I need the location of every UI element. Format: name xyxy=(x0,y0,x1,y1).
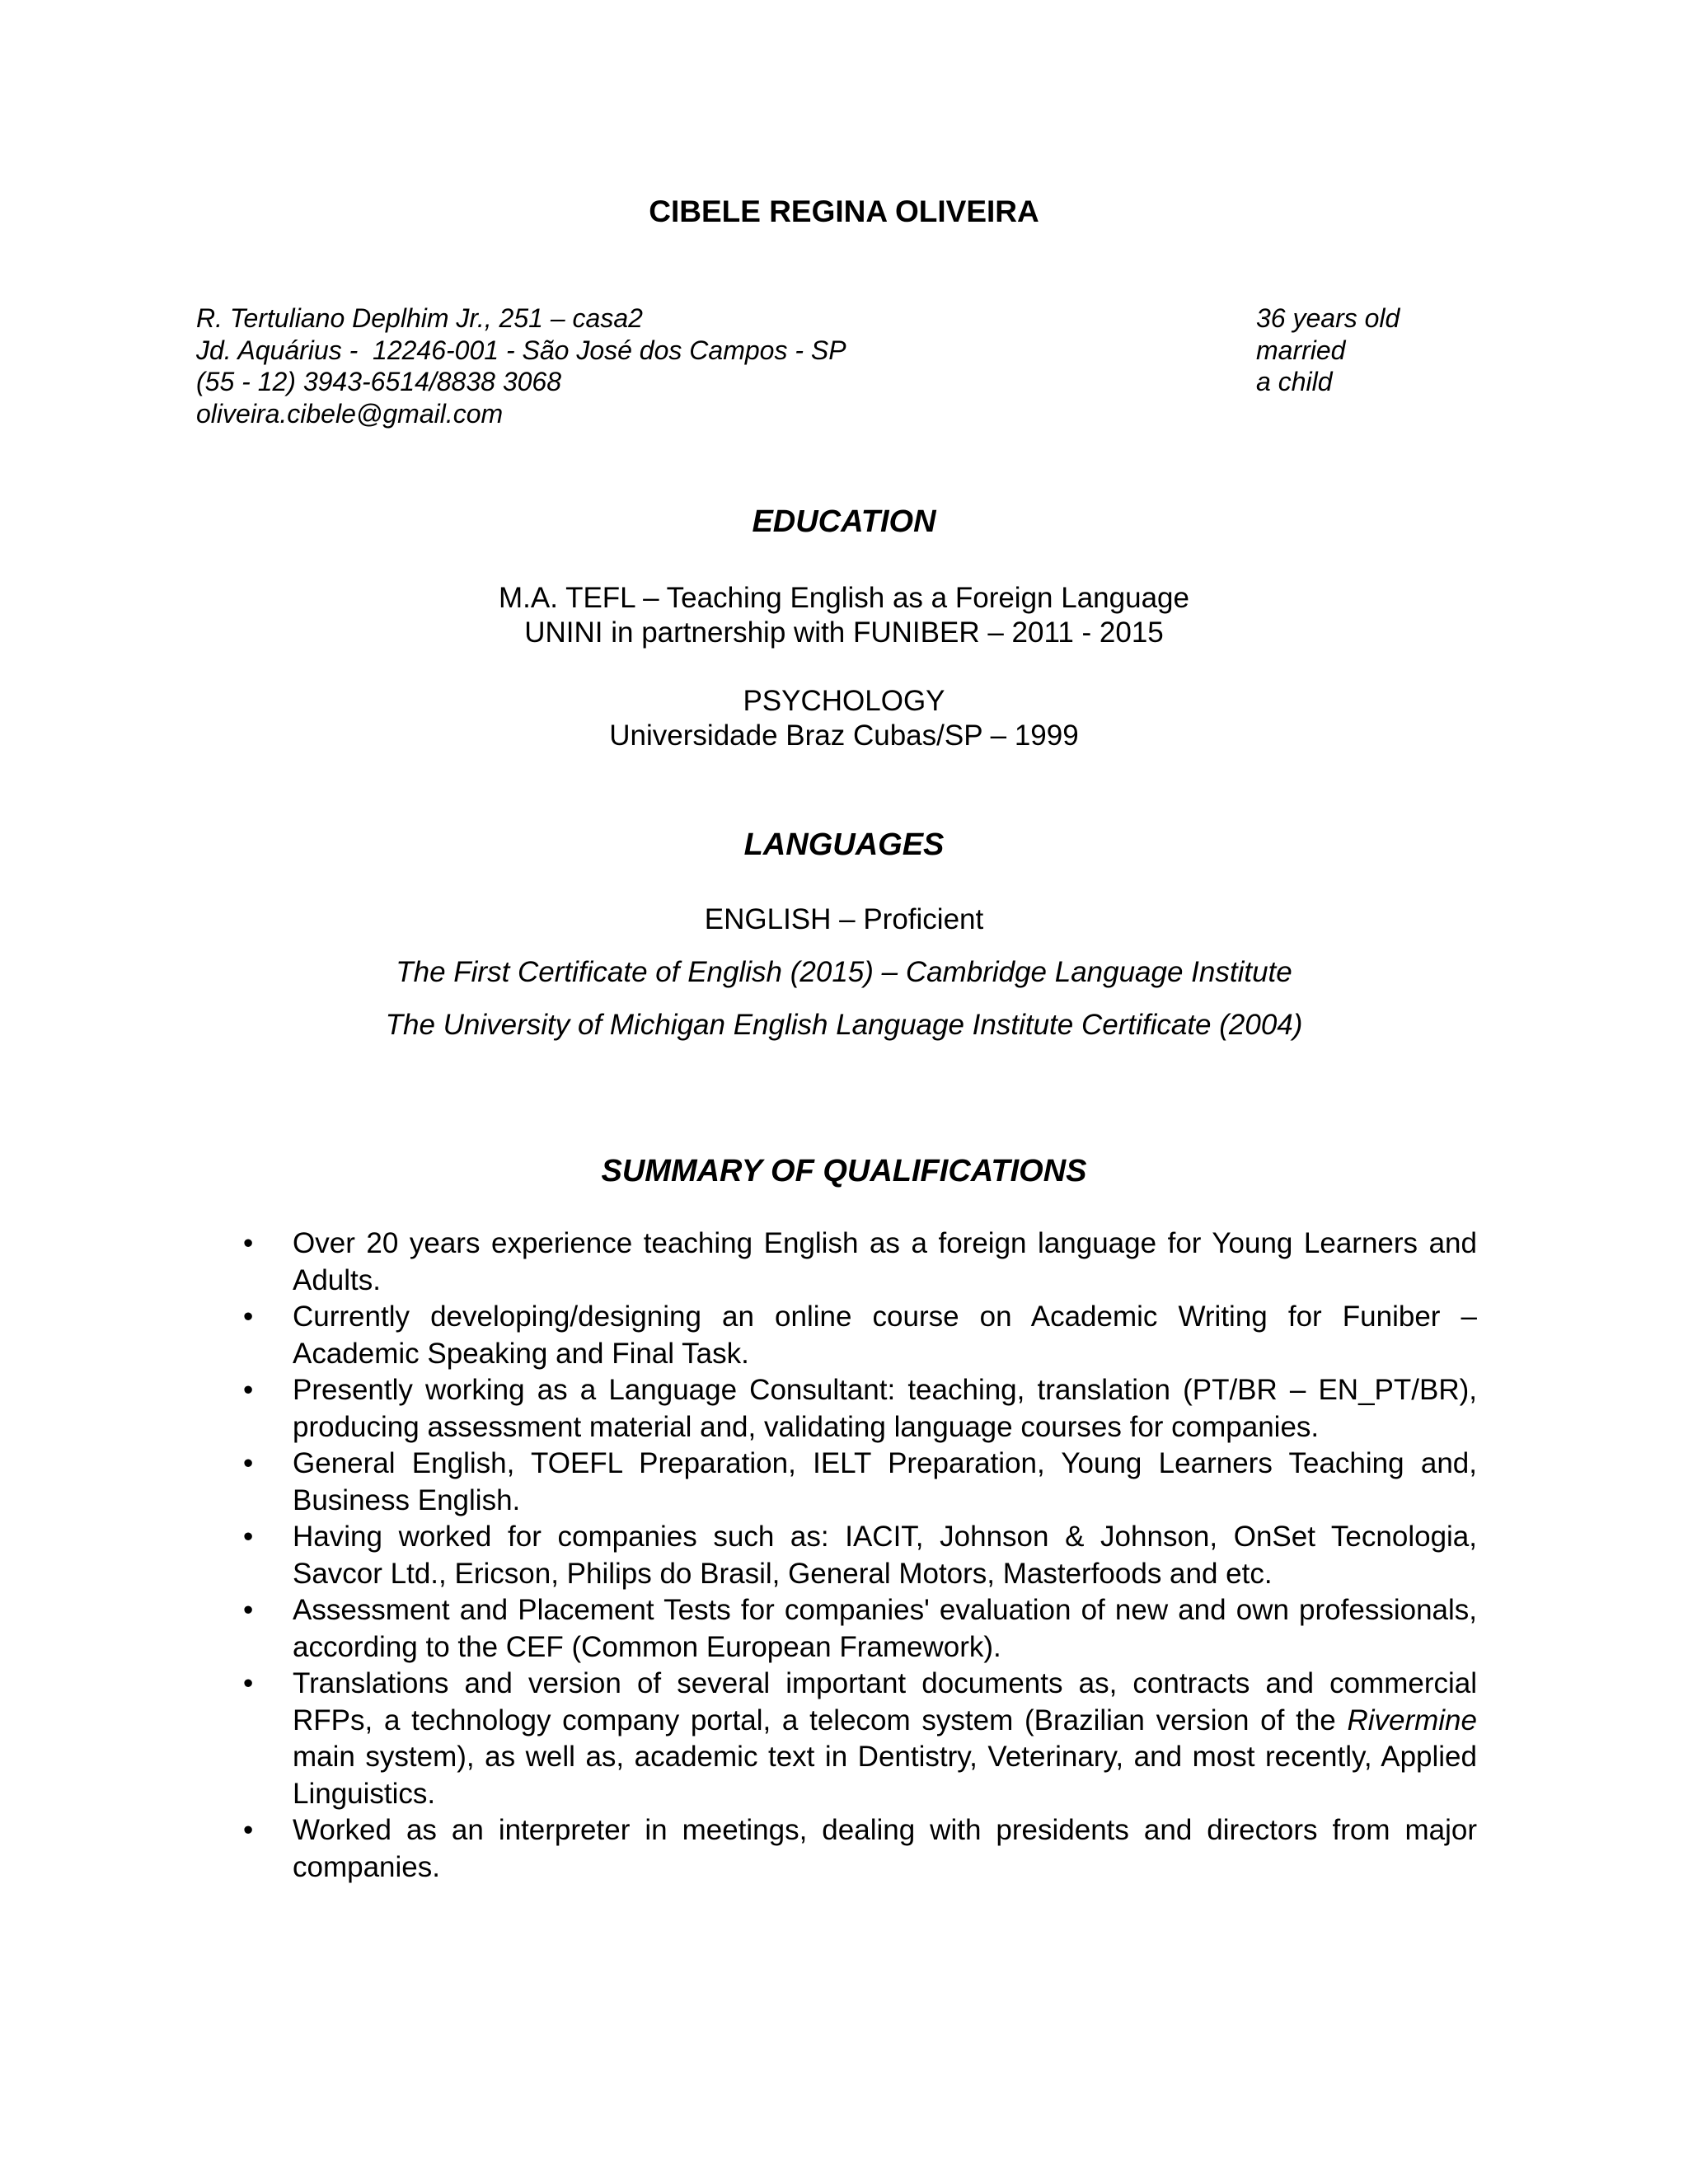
education-institution: Universidade Braz Cubas/SP – 1999 xyxy=(609,719,1079,752)
email-address: oliveira.cibele@gmail.com xyxy=(196,398,504,429)
list-item-text: Assessment and Placement Tests for companies' evaluation of new and own professionals, according to the CEF (Common European Framework). xyxy=(293,1594,1477,1663)
education-degree: PSYCHOLOGY xyxy=(743,685,945,717)
list-item xyxy=(243,1666,1477,1812)
education-heading: EDUCATION xyxy=(752,504,936,539)
qualifications-heading: SUMMARY OF QUALIFICATIONS xyxy=(601,1154,1087,1188)
education-entry xyxy=(0,581,1688,650)
phone-number: (55 - 12) 3943-6514/8838 3068 xyxy=(196,367,562,396)
bullet-icon: • xyxy=(243,1814,254,1846)
address-line-1: R. Tertuliano Deplhim Jr., 251 – casa2 xyxy=(196,303,643,333)
certificate: The First Certificate of English (2015) – Cambridge Language Institute xyxy=(396,956,1292,988)
certificate: The University of Michigan English Language Institute Certificate (2004) xyxy=(385,1009,1303,1041)
bullet-icon: • xyxy=(243,1447,254,1479)
bullet-icon: • xyxy=(243,1374,254,1406)
list-item-text: Having worked for companies such as: IACIT, Johnson & Johnson, OnSet Tecnologia, Savcor Ltd., Ericson, Philips do Brasil, General Motors, Masterfoods and etc. xyxy=(293,1521,1477,1590)
age: 36 years old xyxy=(1256,303,1400,333)
bullet-icon: • xyxy=(243,1521,254,1553)
education-degree: M.A. TEFL – Teaching English as a Foreign Language xyxy=(499,582,1189,614)
list-item xyxy=(243,1812,1477,1886)
list-item xyxy=(243,1372,1477,1446)
list-item-text: Worked as an interpreter in meetings, dealing with presidents and directors from major companies. xyxy=(293,1814,1477,1883)
list-item-text: General English, TOEFL Preparation, IELT Preparation, Young Learners Teaching and, Business English. xyxy=(293,1447,1477,1516)
list-item xyxy=(243,1519,1477,1592)
list-item-text-end: main system), as well as, academic text in Dentistry, Veterinary, and most recently, Applied Linguistics. xyxy=(293,1741,1477,1810)
bullet-icon: • xyxy=(243,1301,254,1333)
education-institution: UNINI in partnership with FUNIBER – 2011 - 2015 xyxy=(524,616,1164,649)
list-item-text-start: Translations and version of several important documents as, contracts and commercial RFPs, a technology company portal, a telecom system (Brazilian version of the xyxy=(293,1667,1477,1736)
list-item-text: Over 20 years experience teaching English as a foreign language for Young Learners and Adults. xyxy=(293,1227,1477,1296)
bullet-icon: • xyxy=(243,1667,254,1699)
list-item xyxy=(243,1592,1477,1666)
list-item xyxy=(243,1299,1477,1372)
contact-info xyxy=(196,302,846,429)
children: a child xyxy=(1256,367,1333,396)
language-proficiency: ENGLISH – Proficient xyxy=(704,903,984,935)
personal-info xyxy=(1256,302,1400,398)
languages-heading: LANGUAGES xyxy=(743,827,945,862)
marital-status: married xyxy=(1256,335,1346,365)
qualifications-list xyxy=(243,1226,1477,1886)
education-entry xyxy=(0,684,1688,753)
list-item-text: Currently developing/designing an online course on Academic Writing for Funiber – Academic Speaking and Final Task. xyxy=(293,1301,1477,1370)
list-item-text: Presently working as a Language Consultant: teaching, translation (PT/BR – EN_PT/BR), producing assessment material and, validating language courses for companies. xyxy=(293,1374,1477,1443)
list-item-emphasis: Rivermine xyxy=(1347,1704,1477,1736)
address-line-2: Jd. Aquárius - 12246-001 - São José dos Campos - SP xyxy=(196,335,846,365)
candidate-name: CIBELE REGINA OLIVEIRA xyxy=(649,194,1039,228)
bullet-icon: • xyxy=(243,1227,254,1259)
list-item xyxy=(243,1226,1477,1299)
list-item xyxy=(243,1446,1477,1519)
bullet-icon: • xyxy=(243,1594,254,1626)
